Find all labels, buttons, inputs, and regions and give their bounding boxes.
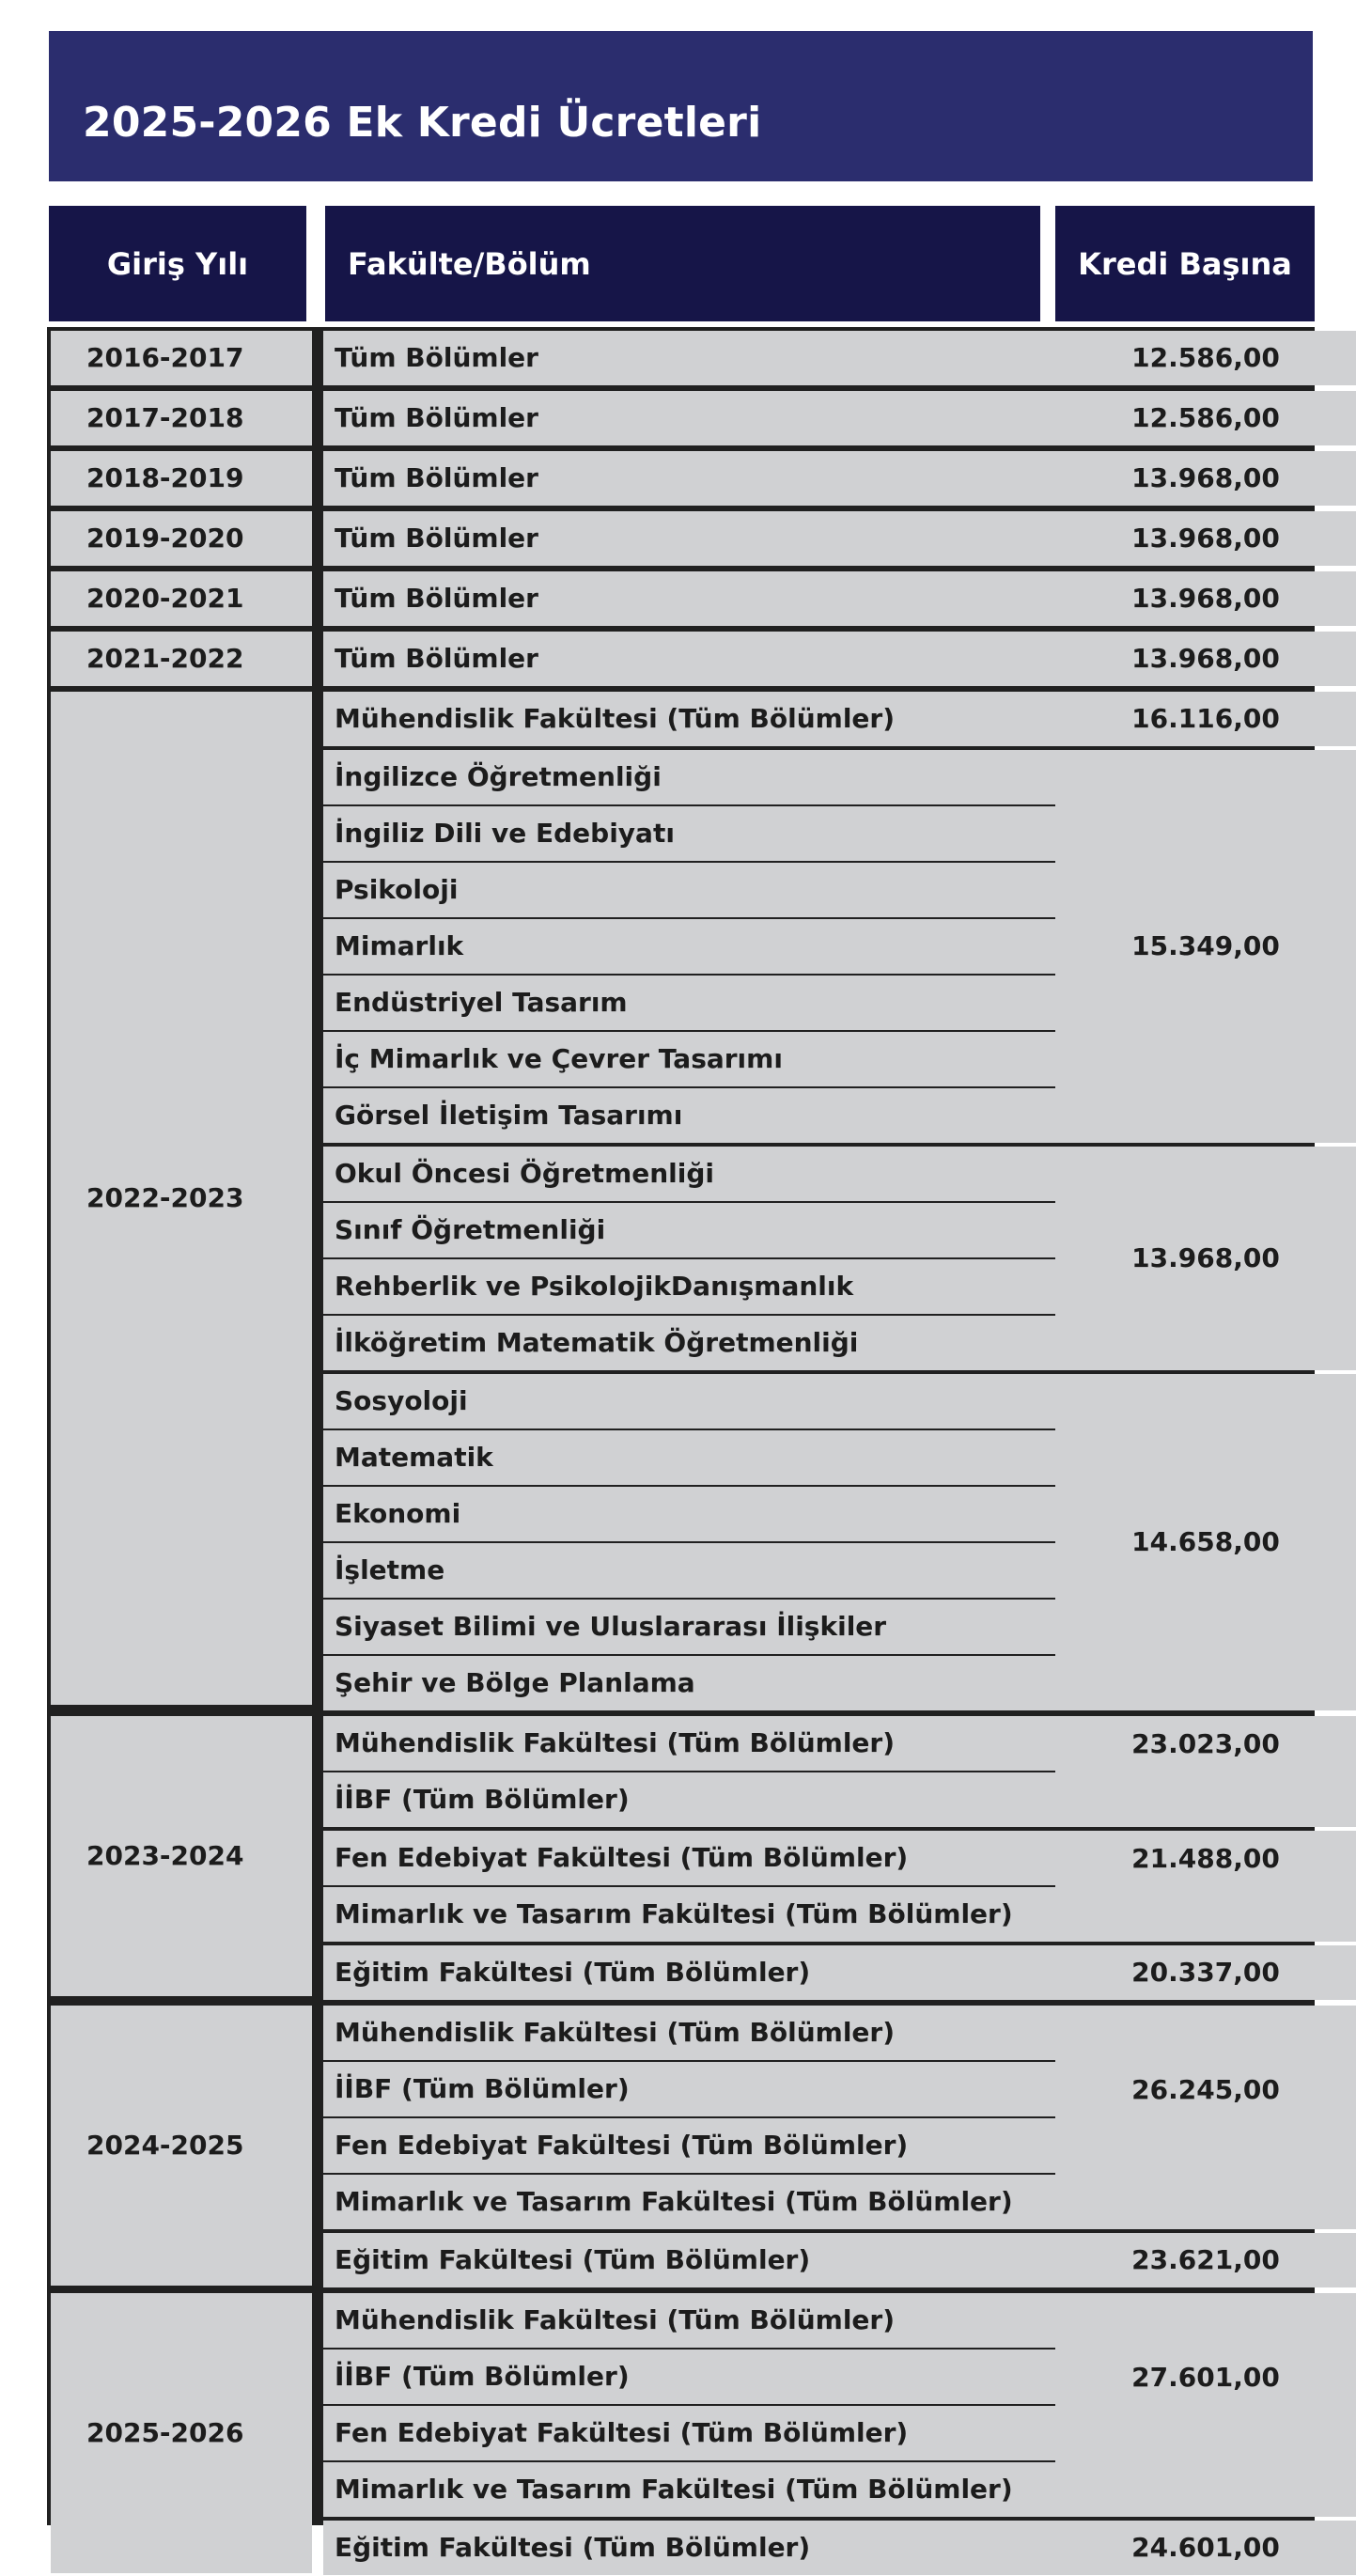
department-cell <box>323 976 1085 1030</box>
department-cell <box>323 2118 1085 2173</box>
department-cell <box>323 2175 1085 2229</box>
price-per-credit: 16.116,00 <box>1131 703 1280 734</box>
price-per-credit: 13.968,00 <box>1131 462 1280 493</box>
department-name: Tüm Bölümler <box>335 523 538 554</box>
department-cell <box>323 1656 1085 1710</box>
department-name: İİBF (Tüm Bölümler) <box>335 2361 630 2392</box>
department-name: Eğitim Fakültesi (Tüm Bölümler) <box>335 1957 811 1988</box>
table-row-year-cell <box>51 692 312 1705</box>
department-cell <box>323 1203 1085 1257</box>
department-cell <box>323 1831 1085 1885</box>
department-name: Rehberlik ve PsikolojikDanışmanlık <box>335 1271 854 1302</box>
department-cell <box>323 1887 1085 1942</box>
department-name: Fen Edebiyat Fakültesi (Tüm Bölümler) <box>335 2130 909 2161</box>
entry-year: 2024-2025 <box>86 2130 244 2161</box>
department-cell <box>323 2062 1085 2116</box>
department-cell <box>323 331 1085 385</box>
department-cell <box>323 1543 1085 1598</box>
department-name: Mimarlık ve Tasarım Fakültesi (Tüm Bölümler) <box>335 2186 1013 2217</box>
price-cell <box>1055 391 1356 445</box>
price-cell <box>1055 632 1356 686</box>
price-per-credit: 12.586,00 <box>1131 402 1280 433</box>
department-cell <box>323 863 1085 917</box>
price-cell <box>1055 1945 1356 2000</box>
price-cell <box>1055 571 1356 626</box>
entry-year: 2021-2022 <box>86 643 244 674</box>
table-row-year-cell <box>51 571 312 626</box>
department-name: Mimarlık <box>335 930 464 961</box>
department-name: İlköğretim Matematik Öğretmenliği <box>335 1327 859 1358</box>
department-name: Sosyoloji <box>335 1385 468 1416</box>
table-row-year-cell <box>51 632 312 686</box>
department-name: Görsel İletişim Tasarımı <box>335 1100 683 1131</box>
table-row-year-cell <box>51 391 312 445</box>
entry-year: 2022-2023 <box>86 1182 244 1213</box>
table-row-year-cell <box>51 511 312 566</box>
price-cell <box>1055 2006 1356 2229</box>
department-cell <box>323 1032 1085 1086</box>
price-per-credit: 21.488,00 <box>1131 1843 1280 1874</box>
department-cell <box>323 1487 1085 1541</box>
price-per-credit: 20.337,00 <box>1131 1957 1280 1988</box>
entry-year: 2025-2026 <box>86 2417 244 2448</box>
price-cell <box>1055 692 1356 746</box>
department-cell <box>323 1600 1085 1654</box>
price-per-credit: 23.023,00 <box>1131 1728 1280 1759</box>
department-name: Tüm Bölümler <box>335 342 538 373</box>
department-cell <box>323 750 1085 804</box>
department-cell <box>323 1259 1085 1314</box>
department-name: Mühendislik Fakültesi (Tüm Bölümler) <box>335 2304 896 2335</box>
department-name: Mühendislik Fakültesi (Tüm Bölümler) <box>335 2017 896 2048</box>
department-name: Okul Öncesi Öğretmenliği <box>335 1158 715 1189</box>
department-name: Mimarlık ve Tasarım Fakültesi (Tüm Bölümler) <box>335 2474 1013 2505</box>
price-cell <box>1055 2293 1356 2517</box>
entry-year: 2016-2017 <box>86 342 244 373</box>
price-per-credit: 13.968,00 <box>1131 523 1280 554</box>
entry-year: 2020-2021 <box>86 583 244 614</box>
department-name: Tüm Bölümler <box>335 643 538 674</box>
department-cell <box>323 1147 1085 1201</box>
department-name: Matematik <box>335 1442 493 1473</box>
department-name: Sınıf Öğretmenliği <box>335 1214 606 1245</box>
department-name: Mimarlık ve Tasarım Fakültesi (Tüm Bölümler) <box>335 1898 1013 1929</box>
department-name: Şehir ve Bölge Planlama <box>335 1667 695 1698</box>
page-title: 2025-2026 Ek Kredi Ücretleri <box>83 99 762 147</box>
table-row-year-cell <box>51 2006 312 2286</box>
department-name: Psikoloji <box>335 874 459 905</box>
department-cell <box>323 2350 1085 2404</box>
entry-year: 2017-2018 <box>86 402 244 433</box>
department-cell <box>323 919 1085 974</box>
department-cell <box>323 391 1085 445</box>
header-entry-year: Giriş Yılı <box>49 206 306 321</box>
department-name: İİBF (Tüm Bölümler) <box>335 2073 630 2104</box>
price-cell <box>1055 2521 1356 2575</box>
department-name: İngiliz Dili ve Edebiyatı <box>335 818 675 849</box>
price-cell <box>1055 1716 1356 1827</box>
department-name: Eğitim Fakültesi (Tüm Bölümler) <box>335 2532 811 2563</box>
price-per-credit: 12.586,00 <box>1131 342 1280 373</box>
department-name: Fen Edebiyat Fakültesi (Tüm Bölümler) <box>335 2417 909 2448</box>
department-name: İşletme <box>335 1554 445 1585</box>
department-cell <box>323 511 1085 566</box>
fee-table <box>47 327 1315 2563</box>
department-name: İç Mimarlık ve Çevrer Tasarımı <box>335 1043 783 1074</box>
department-cell <box>323 1716 1085 1771</box>
department-cell <box>323 1374 1085 1429</box>
price-per-credit: 13.968,00 <box>1131 643 1280 674</box>
department-name: İİBF (Tüm Bölümler) <box>335 1784 630 1815</box>
price-per-credit: 13.968,00 <box>1131 1242 1280 1273</box>
department-cell <box>323 2406 1085 2460</box>
department-name: Tüm Bölümler <box>335 462 538 493</box>
price-cell <box>1055 1147 1356 1370</box>
price-cell <box>1055 1831 1356 1942</box>
header-price-per-credit: Kredi Başına <box>1055 206 1315 321</box>
entry-year: 2023-2024 <box>86 1840 244 1871</box>
department-cell <box>323 2233 1085 2287</box>
department-cell <box>323 451 1085 506</box>
department-cell <box>323 2293 1085 2348</box>
department-cell <box>323 1772 1085 1827</box>
price-per-credit: 26.245,00 <box>1131 2074 1280 2105</box>
price-cell <box>1055 331 1356 385</box>
header-faculty-department: Fakülte/Bölüm <box>325 206 1040 321</box>
department-cell <box>323 806 1085 861</box>
department-cell <box>323 2521 1085 2575</box>
title-banner <box>49 31 1313 181</box>
department-cell <box>323 2462 1085 2517</box>
price-cell <box>1055 511 1356 566</box>
price-per-credit: 13.968,00 <box>1131 583 1280 614</box>
price-per-credit: 23.621,00 <box>1131 2244 1280 2275</box>
price-per-credit: 15.349,00 <box>1131 930 1280 961</box>
price-cell <box>1055 2233 1356 2287</box>
department-name: Mühendislik Fakültesi (Tüm Bölümler) <box>335 1727 896 1758</box>
department-name: Ekonomi <box>335 1498 461 1529</box>
department-name: Endüstriyel Tasarım <box>335 987 628 1018</box>
department-cell <box>323 1945 1085 2000</box>
price-cell <box>1055 750 1356 1143</box>
department-cell <box>323 692 1085 746</box>
table-row-year-cell <box>51 331 312 385</box>
department-name: Eğitim Fakültesi (Tüm Bölümler) <box>335 2244 811 2275</box>
department-name: Fen Edebiyat Fakültesi (Tüm Bölümler) <box>335 1842 909 1873</box>
price-cell <box>1055 451 1356 506</box>
department-name: Tüm Bölümler <box>335 402 538 433</box>
department-cell <box>323 1088 1085 1143</box>
department-name: Siyaset Bilimi ve Uluslararası İlişkiler <box>335 1611 887 1642</box>
department-name: Mühendislik Fakültesi (Tüm Bölümler) <box>335 703 896 734</box>
department-cell <box>323 1316 1085 1370</box>
table-row-year-cell <box>51 1716 312 1996</box>
price-per-credit: 14.658,00 <box>1131 1526 1280 1557</box>
department-cell <box>323 632 1085 686</box>
table-row-year-cell <box>51 451 312 506</box>
price-cell <box>1055 1374 1356 1710</box>
table-row-year-cell <box>51 2293 312 2573</box>
price-per-credit: 24.601,00 <box>1131 2532 1280 2563</box>
department-cell <box>323 1430 1085 1485</box>
price-per-credit: 27.601,00 <box>1131 2362 1280 2393</box>
department-cell <box>323 2006 1085 2060</box>
entry-year: 2019-2020 <box>86 523 244 554</box>
entry-year: 2018-2019 <box>86 462 244 493</box>
department-cell <box>323 571 1085 626</box>
department-name: İngilizce Öğretmenliği <box>335 761 662 792</box>
department-name: Tüm Bölümler <box>335 583 538 614</box>
